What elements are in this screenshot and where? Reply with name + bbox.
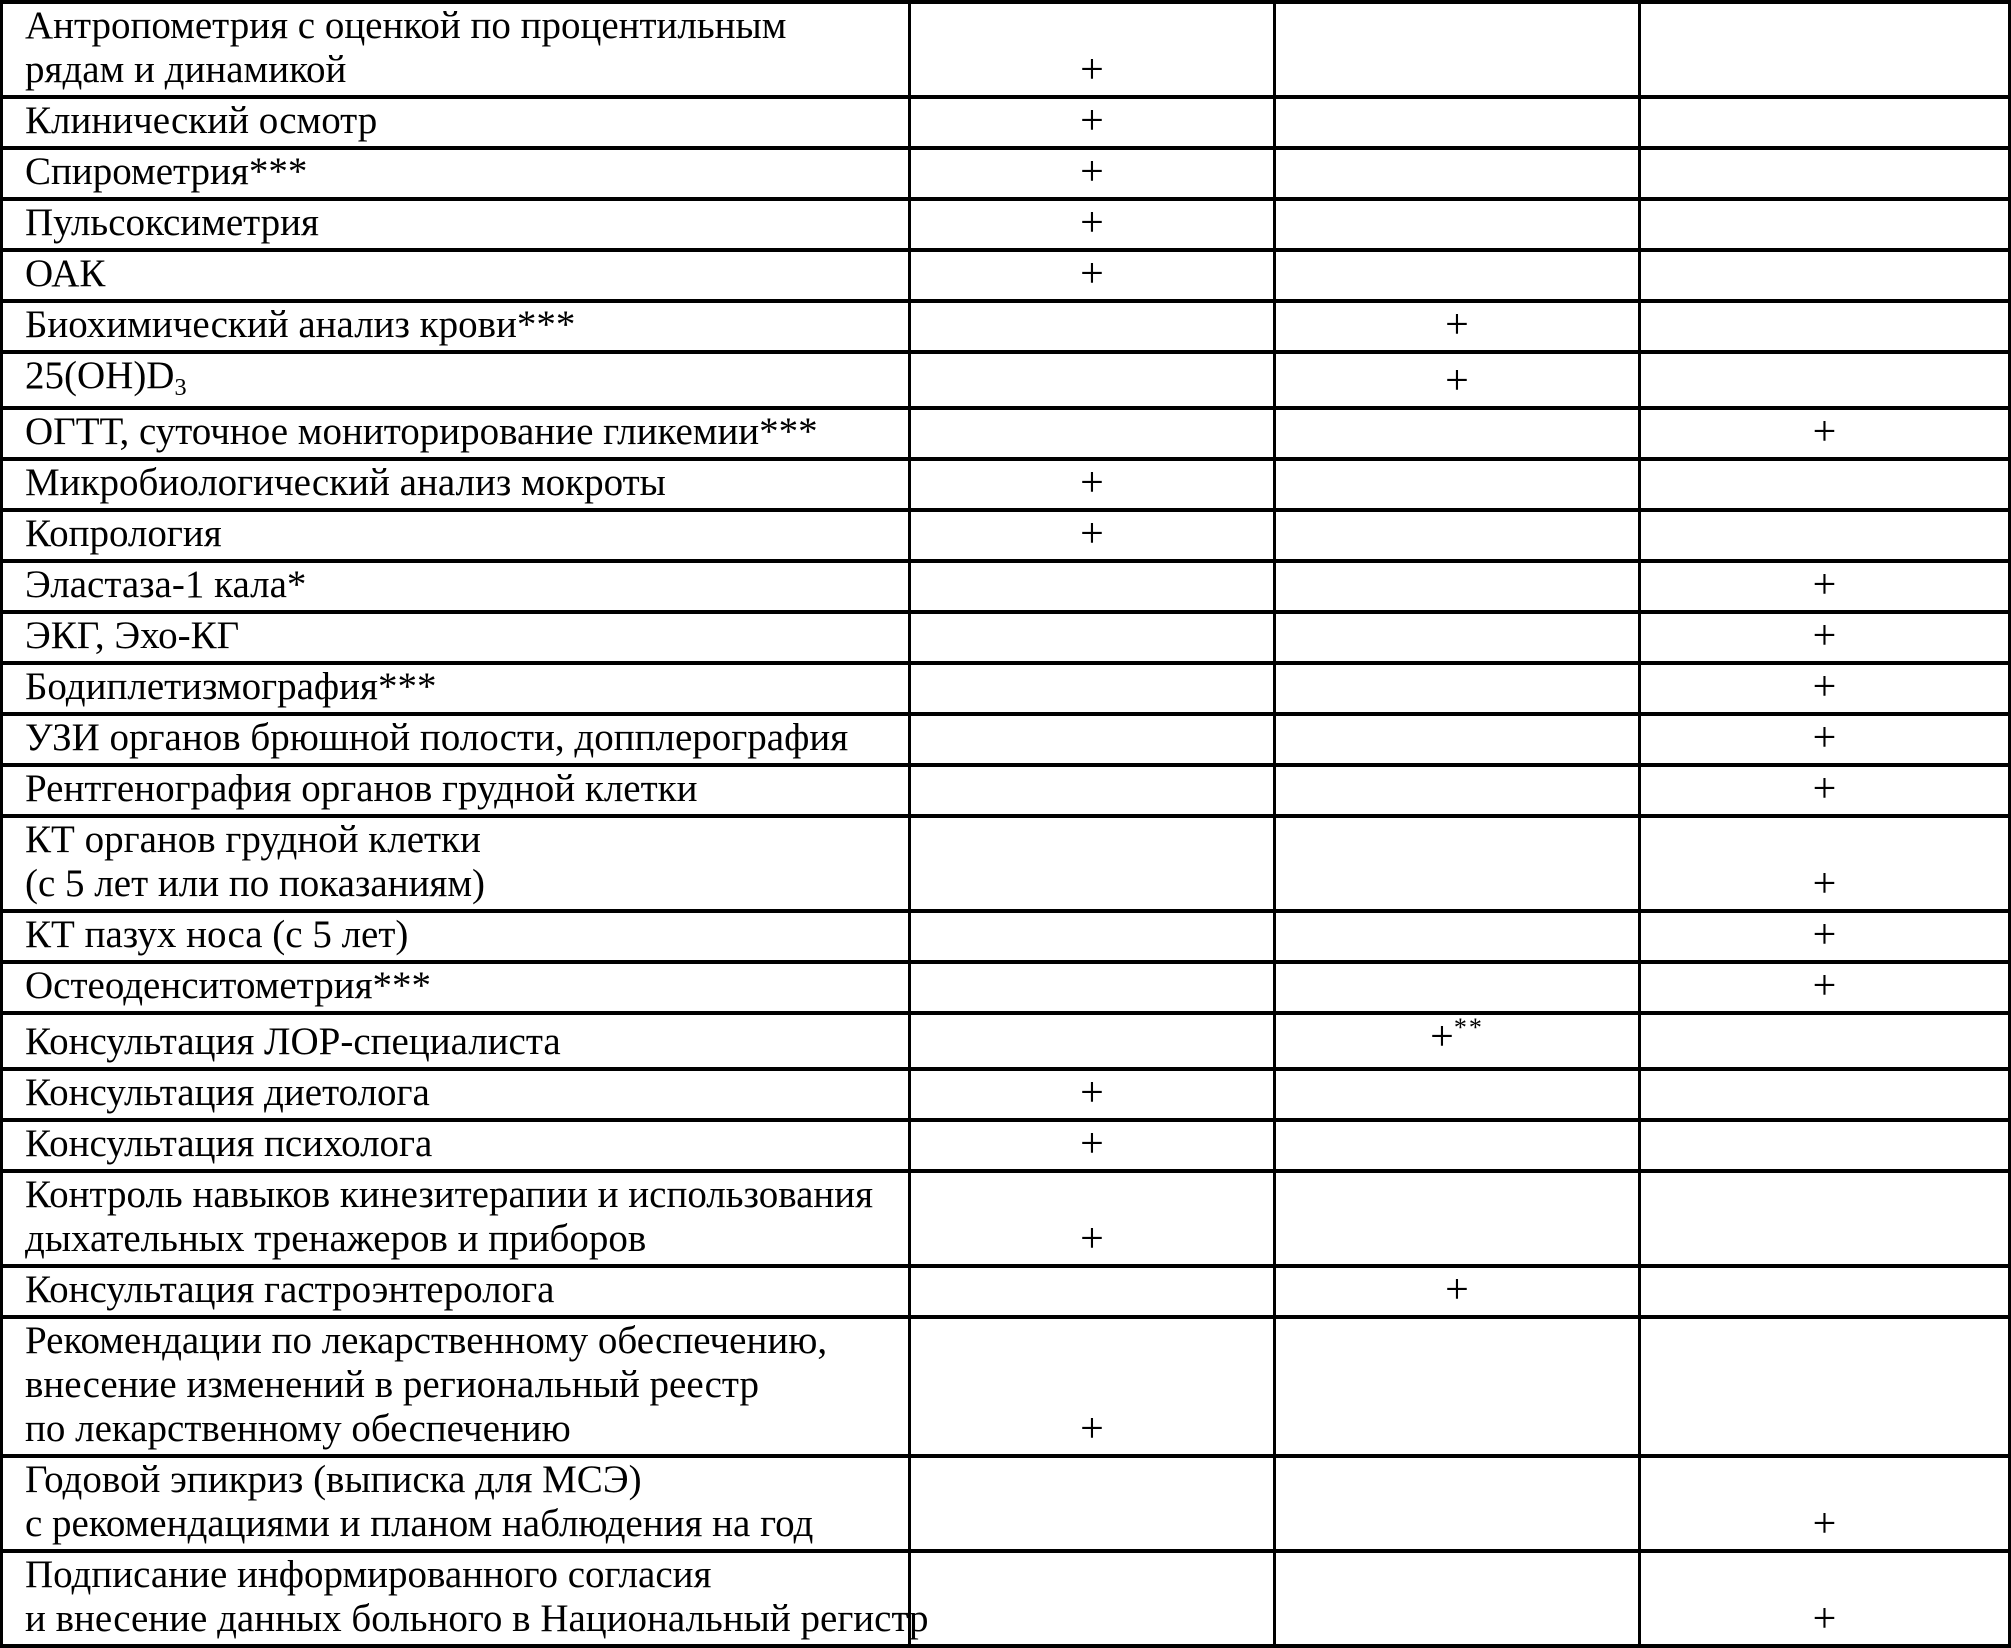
- table-row: [2, 962, 2010, 1013]
- table-row: [2, 1551, 2010, 1646]
- mark-cell-1: [910, 1120, 1275, 1171]
- plus-mark: +: [1080, 98, 1104, 144]
- mark-cell-3: [1640, 962, 2010, 1013]
- plus-mark: +: [1812, 1501, 1837, 1547]
- mark-cell-1: [910, 911, 1275, 962]
- mark-cell-1: [910, 199, 1275, 250]
- mark-cell-2: [1275, 962, 1640, 1013]
- table-row: [2, 816, 2010, 911]
- procedure-name-cell: [2, 816, 910, 911]
- procedure-name-text: Эластаза-1 кала*: [25, 563, 307, 606]
- procedure-name-cell: [2, 459, 910, 510]
- mark-cell-1: [910, 1013, 1275, 1069]
- procedure-name-text: Рентгенография органов грудной клетки: [25, 767, 698, 810]
- table-row: [2, 352, 2010, 408]
- procedure-name-text: ОАК: [25, 252, 106, 295]
- plus-mark: +: [1080, 149, 1104, 195]
- table-row: [2, 97, 2010, 148]
- procedure-name-text: КТ пазух носа (с 5 лет): [25, 913, 409, 956]
- table-row: [2, 561, 2010, 612]
- table-body: [2, 2, 2010, 1646]
- table-row: [2, 301, 2010, 352]
- mark-cell-1: [910, 250, 1275, 301]
- procedure-name-line: [25, 964, 898, 1008]
- procedure-name-line: [25, 252, 898, 296]
- mark-cell-3: [1640, 510, 2010, 561]
- procedure-name-text: дыхательных тренажеров и приборов: [25, 1217, 647, 1260]
- procedure-name-text: Консультация ЛОР-специалиста: [25, 1020, 561, 1063]
- mark-cell-2: [1275, 408, 1640, 459]
- plus-mark: +: [1445, 358, 1469, 404]
- procedure-name-line: [25, 665, 898, 709]
- table-row: [2, 1120, 2010, 1171]
- procedure-name-line: [25, 1502, 898, 1546]
- procedure-name-cell: [2, 765, 910, 816]
- mark-cell-1: [910, 97, 1275, 148]
- mark-cell-1: [910, 408, 1275, 459]
- mark-cell-3: [1640, 663, 2010, 714]
- table-row: [2, 663, 2010, 714]
- mark-cell-2: [1275, 612, 1640, 663]
- mark-cell-2: [1275, 352, 1640, 408]
- procedure-name-text: Рекомендации по лекарственному обеспечению,: [25, 1319, 828, 1362]
- procedure-name-text: Спирометрия***: [25, 150, 308, 193]
- procedure-name-text: по лекарственному обеспечению: [25, 1407, 571, 1450]
- plus-mark: +: [1080, 460, 1104, 506]
- table-row: [2, 408, 2010, 459]
- procedure-name-text: КТ органов грудной клетки: [25, 818, 481, 861]
- plus-mark: +: [1080, 1070, 1104, 1116]
- procedure-name-text: Клинический осмотр: [25, 99, 378, 142]
- table-row: [2, 765, 2010, 816]
- plus-mark: +: [1080, 251, 1104, 297]
- procedure-name-cell: [2, 1069, 910, 1120]
- mark-cell-2: [1275, 663, 1640, 714]
- procedure-name-cell: [2, 612, 910, 663]
- procedure-name-cell: [2, 2, 910, 97]
- table-row: [2, 2, 2010, 97]
- mark-cell-1: [910, 962, 1275, 1013]
- mark-cell-2: [1275, 1013, 1640, 1069]
- mark-cell-3: [1640, 1069, 2010, 1120]
- procedure-name-cell: [2, 97, 910, 148]
- procedure-name-line: [25, 1122, 898, 1166]
- mark-cell-1: [910, 816, 1275, 911]
- mark-cell-1: [910, 301, 1275, 352]
- plus-mark: +: [1812, 861, 1837, 907]
- procedure-name-cell: [2, 1317, 910, 1456]
- procedure-name-cell: [2, 510, 910, 561]
- mark-cell-3: [1640, 1317, 2010, 1456]
- table-row: [2, 1266, 2010, 1317]
- plus-mark: +: [1080, 1121, 1104, 1167]
- plus-mark: +: [1445, 1267, 1469, 1313]
- procedure-name-text: Микробиологический анализ мокроты: [25, 461, 666, 504]
- procedure-name-line: [25, 461, 898, 505]
- mark-cell-2: [1275, 1266, 1640, 1317]
- mark-cell-3: [1640, 911, 2010, 962]
- table-row: [2, 148, 2010, 199]
- plus-mark: +: [1430, 1014, 1454, 1060]
- mark-cell-3: [1640, 1551, 2010, 1646]
- procedure-name-cell: [2, 1551, 929, 1646]
- procedure-name-line: [25, 1553, 898, 1597]
- table-row: [2, 1013, 2010, 1069]
- mark-cell-1: [910, 612, 1275, 663]
- plus-mark: +: [1445, 302, 1469, 348]
- table-row: [2, 250, 2010, 301]
- mark-cell-3: [1640, 97, 2010, 148]
- procedure-name-text: Подписание информированного согласия: [25, 1553, 712, 1596]
- mark-cell-1: [910, 1551, 1275, 1646]
- procedure-name-line: [25, 4, 898, 48]
- mark-cell-2: [1275, 199, 1640, 250]
- procedure-name-line: [25, 716, 898, 760]
- procedure-name-cell: [2, 301, 910, 352]
- table-row: [2, 1317, 2010, 1456]
- procedure-name-text: ЭКГ, Эхо-КГ: [25, 614, 240, 657]
- procedure-name-text: ОГТТ, суточное мониторирование гликемии***: [25, 410, 818, 453]
- procedure-name-cell: [2, 663, 910, 714]
- mark-cell-3: [1640, 1013, 2010, 1069]
- procedure-name-text: Контроль навыков кинезитерапии и использования: [25, 1173, 874, 1216]
- table-row: [2, 1069, 2010, 1120]
- procedure-name-text: Консультация гастроэнтеролога: [25, 1268, 555, 1311]
- mark-cell-1: [910, 352, 1275, 408]
- mark-cell-2: [1275, 765, 1640, 816]
- mark-cell-1: [910, 765, 1275, 816]
- plus-mark-superscript: **: [1453, 1012, 1484, 1042]
- mark-cell-1: [910, 1069, 1275, 1120]
- mark-cell-1: [910, 1317, 1275, 1456]
- procedure-name-text: и внесение данных больного в Национальный регистр: [25, 1597, 929, 1640]
- mark-cell-1: [910, 1171, 1275, 1266]
- mark-cell-3: [1640, 1266, 2010, 1317]
- mark-cell-1: [910, 510, 1275, 561]
- procedure-name-line: [25, 1020, 898, 1064]
- mark-cell-3: [1640, 1171, 2010, 1266]
- procedure-name-text: Пульсоксиметрия: [25, 201, 319, 244]
- procedure-name-text: УЗИ органов брюшной полости, допплерография: [25, 716, 849, 759]
- procedure-name-line: [25, 1173, 898, 1217]
- mark-cell-1: [910, 561, 1275, 612]
- plus-mark: +: [1080, 1216, 1104, 1262]
- table-row: [2, 714, 2010, 765]
- procedure-name-subscript: 3: [174, 373, 187, 401]
- mark-cell-3: [1640, 199, 2010, 250]
- mark-cell-3: [1640, 352, 2010, 408]
- table-row: [2, 199, 2010, 250]
- mark-cell-2: [1275, 250, 1640, 301]
- plus-mark: +: [1080, 47, 1104, 93]
- plus-mark: +: [1812, 715, 1837, 761]
- mark-cell-2: [1275, 1069, 1640, 1120]
- mark-cell-1: [910, 148, 1275, 199]
- procedure-name-line: [25, 913, 898, 957]
- mark-cell-2: [1275, 816, 1640, 911]
- mark-cell-3: [1640, 612, 2010, 663]
- procedure-name-cell: [2, 911, 910, 962]
- mark-cell-3: [1640, 459, 2010, 510]
- procedure-name-cell: [2, 962, 910, 1013]
- plus-mark: +: [1080, 200, 1104, 246]
- procedure-name-cell: [2, 1171, 910, 1266]
- procedure-name-text: Антропометрия с оценкой по процентильным: [25, 4, 787, 47]
- mark-cell-1: [910, 663, 1275, 714]
- procedure-name-text: внесение изменений в региональный реестр: [25, 1363, 759, 1406]
- mark-cell-2: [1275, 510, 1640, 561]
- procedure-name-text: Годовой эпикриз (выписка для МСЭ): [25, 1458, 642, 1501]
- mark-cell-3: [1640, 1120, 2010, 1171]
- plus-mark: +: [1080, 511, 1104, 557]
- mark-cell-2: [1275, 714, 1640, 765]
- procedure-name-cell: [2, 408, 910, 459]
- mark-cell-3: [1640, 714, 2010, 765]
- procedure-name-text: Бодиплетизмография***: [25, 665, 437, 708]
- procedure-name-text: 25(OH)D: [25, 354, 175, 397]
- mark-cell-2: [1275, 561, 1640, 612]
- mark-cell-2: [1275, 459, 1640, 510]
- plus-mark: +: [1080, 1406, 1104, 1452]
- mark-cell-1: [910, 1456, 1275, 1551]
- table-row: [2, 911, 2010, 962]
- procedure-name-text: Консультация психолога: [25, 1122, 433, 1165]
- procedure-name-cell: [2, 148, 910, 199]
- procedure-name-cell: [2, 1013, 910, 1069]
- plus-mark: +: [1812, 963, 1837, 1009]
- procedure-name-cell: [2, 352, 910, 408]
- mark-cell-2: [1275, 301, 1640, 352]
- procedure-name-line: [25, 410, 898, 454]
- procedure-name-line: [25, 767, 898, 811]
- mark-cell-2: [1275, 1171, 1640, 1266]
- procedure-name-line: [25, 1071, 898, 1115]
- procedure-name-line: [25, 150, 898, 194]
- procedure-name-line: [25, 1458, 898, 1502]
- procedure-name-cell: [2, 250, 910, 301]
- procedure-name-line: [25, 303, 898, 347]
- mark-cell-3: [1640, 1456, 2010, 1551]
- mark-cell-3: [1640, 816, 2010, 911]
- procedure-name-text: Копрология: [25, 512, 222, 555]
- procedure-name-text: (с 5 лет или по показаниям): [25, 862, 486, 905]
- procedure-name-line: [25, 512, 898, 556]
- mark-cell-2: [1275, 97, 1640, 148]
- procedure-name-cell: [2, 1266, 910, 1317]
- procedure-name-line: [25, 1217, 898, 1261]
- procedure-name-line: [25, 1597, 929, 1641]
- procedure-name-line: [25, 614, 898, 658]
- plus-mark: +: [1812, 766, 1837, 812]
- mark-cell-3: [1640, 765, 2010, 816]
- procedure-name-text: рядам и динамикой: [25, 48, 347, 91]
- mark-cell-1: [910, 714, 1275, 765]
- procedure-name-text: с рекомендациями и планом наблюдения на год: [25, 1502, 814, 1545]
- procedure-name-cell: [2, 1456, 910, 1551]
- procedure-name-line: [25, 1407, 898, 1451]
- procedure-name-line: [25, 818, 898, 862]
- plus-mark: +: [1812, 562, 1837, 608]
- procedure-name-line: [25, 48, 898, 92]
- mark-cell-3: [1640, 250, 2010, 301]
- mark-cell-1: [910, 1266, 1275, 1317]
- procedure-name-cell: [2, 714, 910, 765]
- mark-cell-3: [1640, 148, 2010, 199]
- mark-cell-1: [910, 2, 1275, 97]
- procedure-name-cell: [2, 199, 910, 250]
- procedure-name-line: [25, 201, 898, 245]
- procedure-name-line: [25, 99, 898, 143]
- mark-cell-2: [1275, 1120, 1640, 1171]
- mark-cell-1: [910, 459, 1275, 510]
- table-row: [2, 510, 2010, 561]
- procedure-name-line: [25, 1363, 898, 1407]
- mark-cell-3: [1640, 408, 2010, 459]
- procedure-name-text: Остеоденситометрия***: [25, 964, 432, 1007]
- mark-cell-2: [1275, 1456, 1640, 1551]
- procedure-name-line: [25, 1268, 898, 1312]
- table-row: [2, 1171, 2010, 1266]
- procedure-name-line: [25, 1319, 898, 1363]
- procedure-name-line: [25, 563, 898, 607]
- mark-cell-3: [1640, 301, 2010, 352]
- procedure-name-line: [25, 354, 898, 403]
- mark-cell-2: [1275, 1551, 1640, 1646]
- plus-mark: +: [1812, 1596, 1837, 1642]
- procedure-name-cell: [2, 561, 910, 612]
- mark-cell-2: [1275, 2, 1640, 97]
- mark-cell-2: [1275, 911, 1640, 962]
- mark-cell-2: [1275, 148, 1640, 199]
- procedure-name-text: Биохимический анализ крови***: [25, 303, 576, 346]
- table-row: [2, 459, 2010, 510]
- plus-mark: +: [1812, 912, 1837, 958]
- procedure-name-text: Консультация диетолога: [25, 1071, 430, 1114]
- mark-cell-3: [1640, 561, 2010, 612]
- plus-mark: +: [1812, 409, 1837, 455]
- procedure-name-line: [25, 862, 898, 906]
- plus-mark: +: [1812, 613, 1837, 659]
- table-row: [2, 1456, 2010, 1551]
- mark-cell-3: [1640, 2, 2010, 97]
- mark-cell-2: [1275, 1317, 1640, 1456]
- procedure-name-cell: [2, 1120, 910, 1171]
- plus-mark: +: [1812, 664, 1837, 710]
- table-row: [2, 612, 2010, 663]
